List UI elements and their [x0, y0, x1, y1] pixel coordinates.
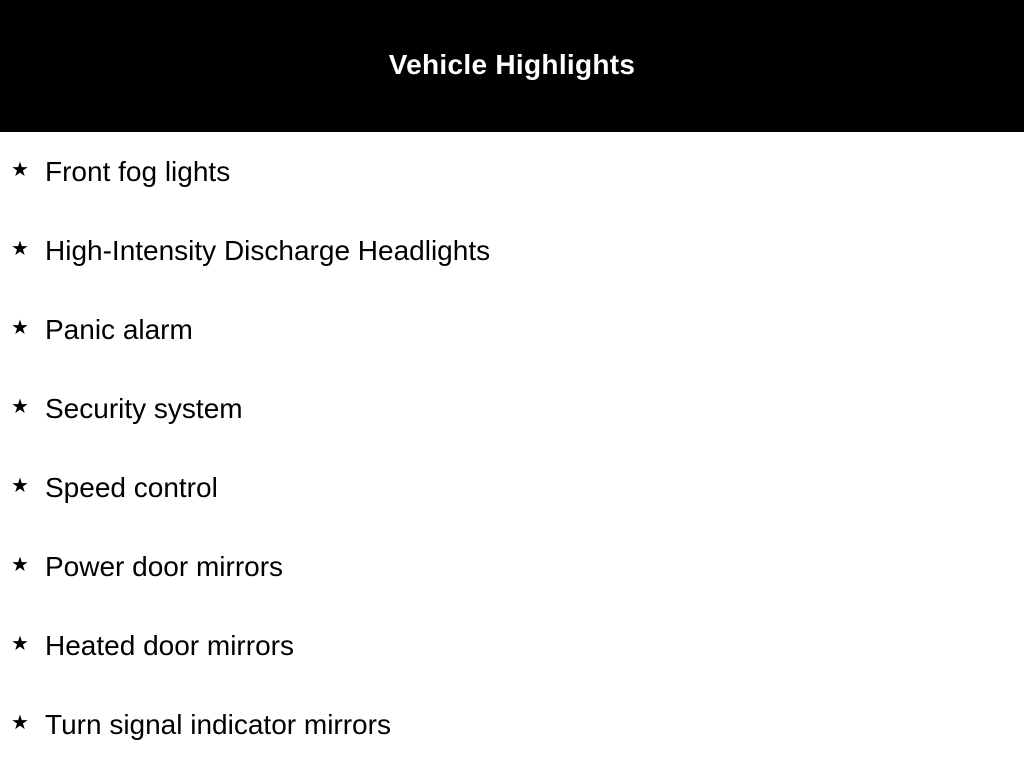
- list-item: [0, 152, 1024, 192]
- list-item: [0, 231, 1024, 271]
- list-item-label: Security system: [45, 393, 243, 424]
- star-icon: ★: [11, 552, 29, 576]
- star-icon: ★: [11, 236, 29, 260]
- page-title: Vehicle Highlights: [388, 49, 636, 80]
- star-icon: ★: [11, 315, 29, 339]
- list-item: [0, 389, 1024, 429]
- star-icon: ★: [11, 473, 29, 497]
- list-item: [0, 626, 1024, 666]
- list-item-label: Heated door mirrors: [45, 630, 294, 661]
- list-item: [0, 547, 1024, 587]
- list-item-label: High-Intensity Discharge Headlights: [45, 235, 491, 266]
- header-bar: [0, 0, 1024, 132]
- star-icon: ★: [11, 157, 29, 181]
- list-item: [0, 468, 1024, 508]
- list-item-label: Power door mirrors: [45, 551, 284, 582]
- list-item: [0, 310, 1024, 350]
- star-icon: ★: [11, 631, 29, 655]
- list-item-label: Panic alarm: [45, 314, 193, 345]
- list-item-label: Speed control: [45, 472, 218, 503]
- list-item-label: Front fog lights: [45, 156, 231, 187]
- list-item-label: Turn signal indicator mirrors: [45, 709, 391, 740]
- list-item: [0, 705, 1024, 745]
- star-icon: ★: [11, 394, 29, 418]
- star-icon: ★: [11, 710, 29, 734]
